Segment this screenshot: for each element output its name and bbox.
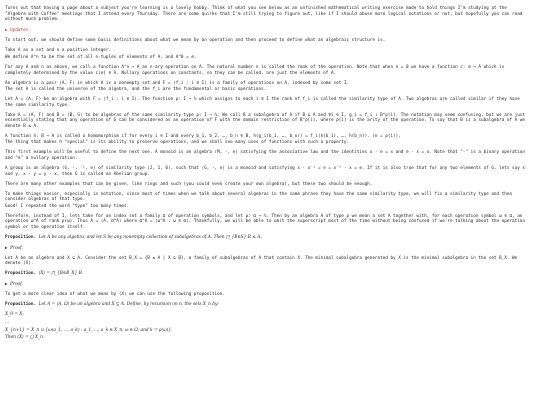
paragraph-similarity: Let A = ⟨A, F⟩ be an algebra with F = ⟨f_i : i ∈ I⟩. The function ρ: I → ℕ which assigns to each i ∈ I the rank of f_i is called the similarity type of A. Two algebras are called similar if they have the same similarity type. xyxy=(5,97,520,108)
paragraph-examples: There are many other examples that can be given, like rings and such (you could even create your own algebra), but these two should be enough. xyxy=(5,181,373,187)
triangle-right-icon: ▶ xyxy=(5,281,8,287)
paragraph-special: The thing that makes h "special" is its ability to preserve operations, and we shall see many uses of functions with such a property. xyxy=(5,140,350,146)
triangle-right-icon: ▶ xyxy=(5,27,8,33)
paragraph-universe: The set A is called the universe of the algebra, and the f_i are the fundamental or basic operations. xyxy=(5,87,267,93)
equation-x0: X_0 = X; xyxy=(5,312,24,318)
proof-toggle[interactable] xyxy=(5,245,527,252)
paragraph-good: Good! I repeated the word "type" too many times. xyxy=(5,203,130,209)
intro-paragraph: Turns out that having a page about a subject you're learning is a lovely hobby. Think of what you see below as an unfinished mathematical writing exercise made to hold things I'm studying at the "Algebra with Coffee" meetings that I attend every Thursday. There are some quirks that I'm still trying to figure out, like if I should abuse more logical notations or not, but hopefully you can read without much problem. xyxy=(5,6,523,23)
paragraph-take: Take A as a set and n a positive integer. xyxy=(5,48,112,54)
equation-xn1: X_{n+1} = X_n ∪ {ω(a_1, …, a_k) : a_1, …, a_k ∈ X_n, ω ∈ Ω, and k = ρ(ω)}. xyxy=(5,327,173,333)
paragraph-homomorphism: A function h: B → A is called a homomorphism if for every i ∈ I and every b_1, b_2, …, b_n ∈ B, h(g_i(b_1, …, b_n)) = f_i(h(b_1), …, h(b_n)). (n = ρ(i)). xyxy=(5,133,401,139)
paragraph-clearer: To get a more clear idea of what we mean by ⟨X⟩ we can use the following proposition. xyxy=(5,292,225,298)
proof-label: Proof. xyxy=(10,245,23,251)
paragraph-nary: For any A and n as above, we call a function A^n → A an n-ary operation on A. The natural number n is called the rank of the operation. Note that when n = 0 we have a function c: ∅ → A which is completely determined by the value c(∅) ∈ A. Nullary operations on constants, so they can be called, are just the elements of A. xyxy=(5,64,505,76)
proof-label: Proof. xyxy=(10,282,23,288)
paragraph-group: A group is an algebra ⟨G, ·, ⁻¹, e⟩ of similarity type ⟨2, 1, 0⟩, such that ⟨G, ·, e⟩ is a monoid and satisfying x · x⁻¹ = e = x⁻¹ · x = e. If it is also true that for any two elements of G, lets say x and y, x · y = y · x, then G is called an Abelian group. xyxy=(5,165,525,177)
paragraph-therefore: Therefore, instead of I, lets take for an index set a family Ω of operation symbols, and let ρ: Ω → ℕ. Then by an algebra A of type ρ we mean a set A together with, for each operation symbol ω ∈ Ω, an operation ω^A of rank ρ(ω). Thus A = ⟨A, Ω^A⟩ where Ω^A = ⟨ω^A : ω ∈ Ω⟩. Thankfully, we will be able to omit the superscript most of the time without being confused if we're talking about the operation symbol or the operation itself. xyxy=(5,213,525,230)
paragraph-define: We define A^n to be the set of all n-tuples of elements of A, and A^0 = ∅. xyxy=(5,54,197,60)
paragraph-start: To start out, we should define some basic definitions about what we mean by an operation and then proceed to define what an algebraic structure is. xyxy=(5,38,386,44)
updates-label: Updates. xyxy=(10,28,31,34)
proof-toggle[interactable] xyxy=(5,281,527,288)
paragraph-consider: Let A be an algebra and X ⊆ A. Consider the set B_X = {B ≤ A | X ⊆ B}, a family of subalgebras of A that contain X. The minimal subalgebra generated by X is the minimal subalgebra in the set B_X. We denote ⟨X⟩. xyxy=(5,255,518,267)
updates-toggle[interactable] xyxy=(5,27,527,34)
proposition-generated xyxy=(5,271,527,277)
proposition-text: Let A be any algebra, and let S be any nonempty collection of subalgebras of A. Then ⋂_{B∈S} B ≤ A. xyxy=(38,234,262,240)
equation-union: Then ⟨X⟩ = ⋃ X_n. xyxy=(5,335,45,341)
proposition-recursion xyxy=(5,302,527,308)
equation-dots: ... xyxy=(5,319,10,325)
triangle-right-icon: ▶ xyxy=(5,244,8,250)
proposition-label: Proposition. xyxy=(5,271,37,277)
proposition-text: Let A = ⟨A, Ω⟩ be an algebra and X ⊆ A. Define, by recursion on n, the sets X_n by: xyxy=(38,302,219,308)
proposition-label: Proposition. xyxy=(5,302,37,308)
proposition-label: Proposition. xyxy=(5,234,37,240)
proposition-text: ⟨X⟩ = ⋂_{B∈B_X} B. xyxy=(38,271,84,277)
proposition-intersection xyxy=(5,235,527,241)
paragraph-algebra: An algebra is a pair ⟨A, F⟩ in which A is a nonempty set and F = ⟨f_i : i ∈ I⟩ is a family of operations on A, indexed by some set I. xyxy=(5,80,350,86)
paragraph-subalgebra: Take A = ⟨A, F⟩ and B = ⟨B, G⟩ to be algebras of the same similarity type ρ: I → ℕ. We call B a subalgebra of A if B ⊆ A and ∀i ∈ I, g_i = f_i ↾ B^ρ(i). The notation may seem confusing, but we are just essentially stating that any operation of G can be considered as an operation of F with the domain restriction of B^ρ(i), where ρ(i) is the arity of the operation. To say that B is a subalgebra of A we denote B ≤ A. xyxy=(5,112,525,129)
paragraph-easier: To make things easier, especially in notation, since most of times when we talk about several algebras in the same phrase they have the same similarity type, we will fix a similarity type and then consider algebras of that type. xyxy=(5,191,513,203)
paragraph-monoid: This first example will be useful to define the next one. A monoid is an algebra ⟨M, ·, e⟩ satisfying the associative law and the identities x · e = x and e · x = x. Note that "·" is a binary operation and "e" a nullary operation. xyxy=(5,150,525,161)
